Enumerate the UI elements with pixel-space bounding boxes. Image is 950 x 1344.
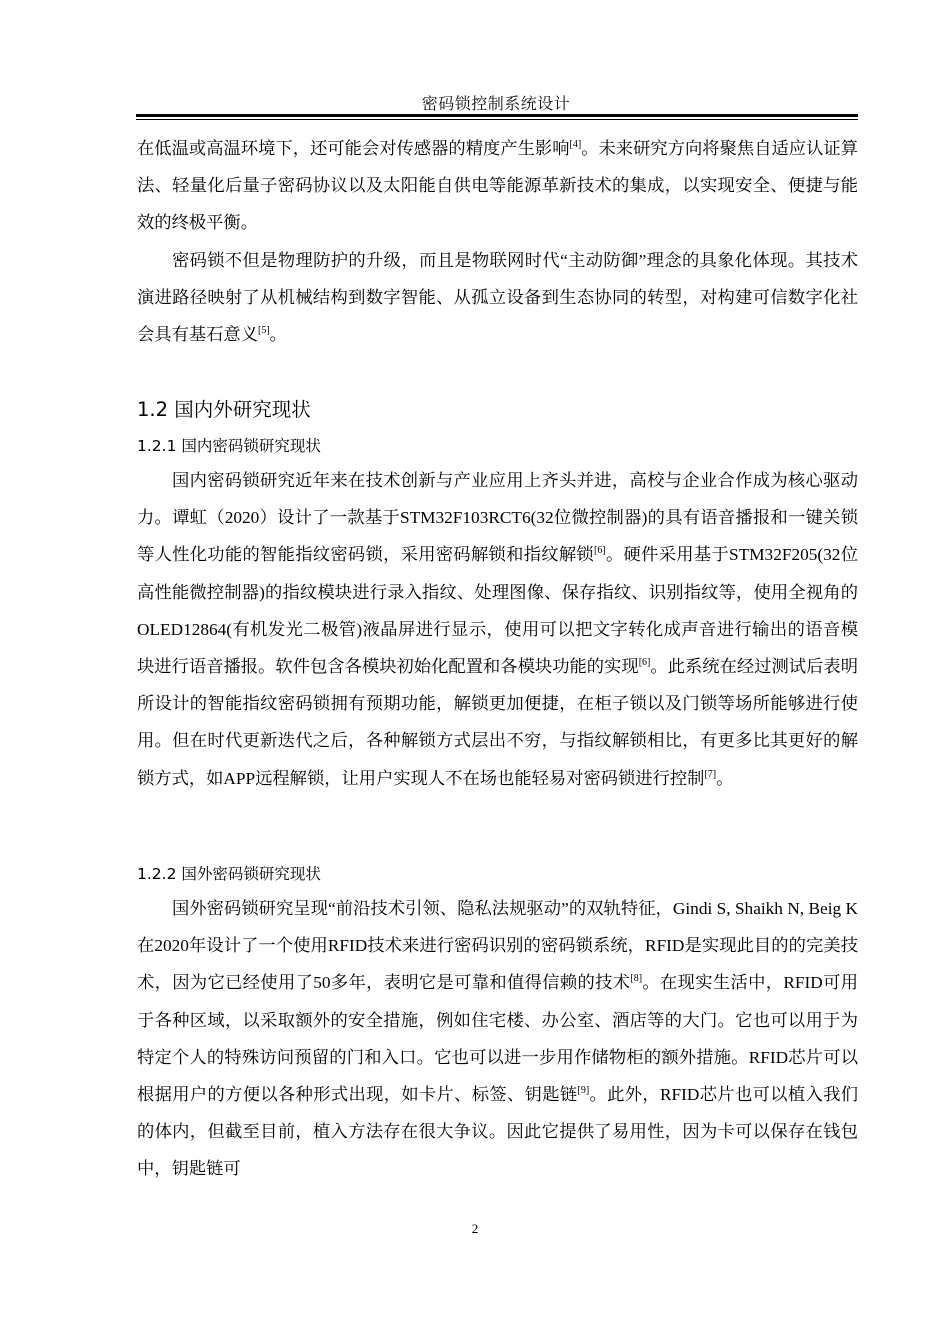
paragraph-text: 国外密码锁研究呈现“前沿技术引领、隐私法规驱动”的双轨特征，Gindi S, Shaikh N, Beig K在2020年设计了一个使用RFID技术来进行密码识别的密码锁系统，RFID是实现此目的的完美技术，因为它已经使用了50多年，表明它是可靠和值得信赖的技术 xyxy=(137,899,858,993)
paragraph-text: 。 xyxy=(716,768,734,788)
running-header: 密码锁控制系统设计 xyxy=(421,94,571,113)
paragraph xyxy=(137,242,858,354)
intro-text-block xyxy=(137,130,858,353)
domestic-research-text-block xyxy=(137,462,858,797)
paragraph-text: 国内密码锁研究近年来在技术创新与产业应用上齐头并进，高校与企业合作成为核心驱动力。谭虹（2020）设计了一款基于STM32F103RCT6(32位微控制器)的具有语音播报和一键关锁等人性化功能的智能指纹密码锁，采用密码解锁和指纹解锁 xyxy=(137,471,858,565)
paragraph-text: 。硬件采用基于STM32F205(32位高性能微控制器)的指纹模块进行录入指纹、处理图像、保存指纹、识别指纹等，使用全视角的OLED12864(有机发光二极管)液晶屏进行显示，使用可以把文字转化成声音进行输出的语音模块进行语音播报。软件包含各模块初始化配置和各模块功能的实现 xyxy=(137,545,858,677)
section-heading-1-2: 1.2 国内外研究现状 xyxy=(137,398,311,421)
header-rule-thin xyxy=(136,119,858,120)
subsection-heading-1-2-1: 1.2.1 国内密码锁研究现状 xyxy=(137,437,321,455)
citation: [9] xyxy=(577,1085,590,1097)
foreign-research-text-block xyxy=(137,890,858,1188)
subsection-heading-1-2-2: 1.2.2 国外密码锁研究现状 xyxy=(137,865,321,883)
citation: [7] xyxy=(704,768,717,780)
citation: [4] xyxy=(569,139,582,150)
header-rule-thick xyxy=(136,114,858,117)
paragraph xyxy=(137,890,858,1188)
paragraph-text: 。此外，RFID芯片也可以植入我们的体内，但截至目前，植入方法存在很大争议。因此它提供了易用性，因为卡可以保存在钱包中，钥匙链可 xyxy=(137,1085,858,1179)
paragraph-text: 。在现实生活中，RFID可用于各种区域，以采取额外的安全措施，例如住宅楼、办公室、酒店等的大门。它也可以用于为特定个人的特殊访问预留的门和入口。它也可以进一步用作储物柜的额外措施。RFID芯片可以根据用户的方便以各种形式出现，如卡片、标签、钥匙链 xyxy=(137,973,858,1105)
paragraph xyxy=(137,462,858,797)
paragraph-text: 。 xyxy=(269,325,287,345)
paragraph-text: 。此系统在经过测试后表明所设计的智能指纹密码锁拥有预期功能，解锁更加便捷，在柜子锁以及门锁等场所能够进行使用。但在时代更新迭代之后，各种解锁方式层出不穷，与指纹解锁相比，有更多比其更好的解锁方式，如APP远程解锁，让用户实现人不在场也能轻易对密码锁进行控制 xyxy=(137,657,858,788)
citation: [6] xyxy=(594,545,606,557)
citation: [8] xyxy=(630,973,643,985)
citation: [5] xyxy=(257,325,270,337)
paragraph-continued xyxy=(137,130,858,242)
page-number: 2 xyxy=(471,1221,479,1236)
paragraph-text: 。未来研究方向将聚焦自适应认证算法、轻量化后量子密码协议以及太阳能自供电等能源革新技术的集成，以实现安全、便捷与能效的终极平衡。 xyxy=(137,139,858,233)
paragraph-text: 在低温或高温环境下，还可能会对传感器的精度产生影响 xyxy=(137,139,570,158)
citation: [6] xyxy=(638,657,651,669)
paragraph-text: 密码锁不但是物理防护的升级，而且是物联网时代“主动防御”理念的具象化体现。其技术演进路径映射了从机械结构到数字智能、从孤立设备到生态协同的转型，对构建可信数字化社会具有基石意义 xyxy=(137,250,858,345)
